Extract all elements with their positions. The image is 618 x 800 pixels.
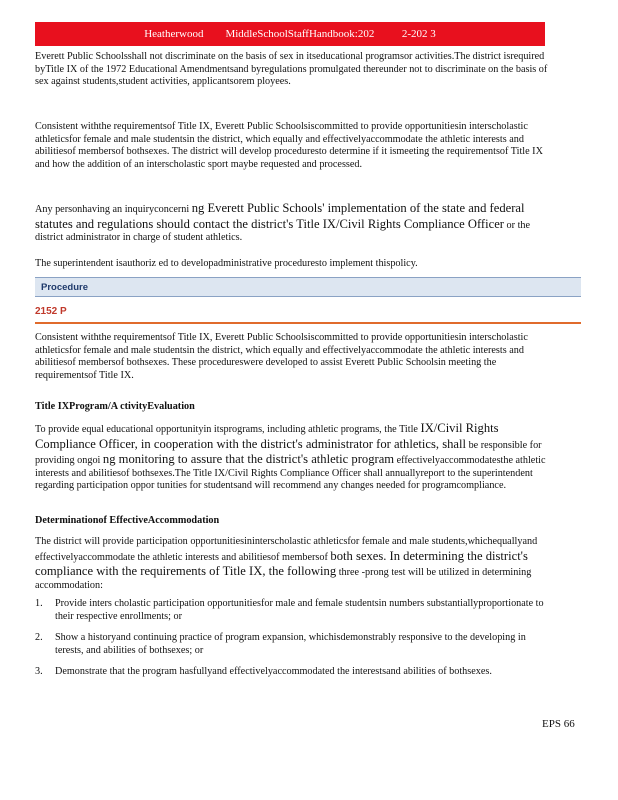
list-item [35,666,550,679]
procedure-number: 2152 P [35,306,67,317]
paragraph-nondiscrimination: Everett Public Schoolsshall not discriminate on the basis of sex in itseducational programsor activities.The district isrequired byTitle IX of the 1972 Educational Amendmentsand byregulations promulgated thereunder not to discriminate on the basis of sex against students,student activities, applicantsorem ployees. [35,51,548,88]
accommodation-text-2: both sexes. In determining the district's compliance with the requirements of Title IX, the following [35,548,528,579]
paragraph-accommodation [35,536,550,592]
list-text: Provide inters cholastic participation opportunitiesfor male and female studentsin numbers substantiallyproportionate to their respective enrollments; or [55,598,544,622]
heading-effective-accommodation: Determinationof EffectiveAccommodation [35,515,220,526]
inquiry-text-small: Any personhaving an inquiryconcerni [35,204,190,215]
procedure-heading: Procedure [35,277,581,297]
evaluation-text-4: ng monitoring to assure that the district's athletic program [102,452,395,467]
list-item [35,598,550,623]
accommodation-text-3: three -prong test will be utilized in determining accommodation: [35,567,532,591]
section-divider [35,322,581,324]
inquiry-text-end: or the district administrator in charge of student athletics. [35,219,531,244]
heading-program-evaluation: Title IXProgram/A ctivityEvaluation [35,401,195,412]
paragraph-authorization: The superintendent isauthoriz ed to developadministrative proceduresto implement thispolicy. [35,258,418,269]
list-text: Demonstrate that the program hasfullyand effectivelyaccommodated the interestsand abilities of bothsexes. [55,666,492,678]
inquiry-text-large: ng Everett Public Schools' implementation of the state and federal statutes and regulations should contact the district's Title IX/Civil Rights Compliance Officer [35,201,525,231]
page-header: Heatherwood MiddleSchoolStaffHandbook:202 2-202 3 [35,22,545,46]
paragraph-commitment: Consistent withthe requirementsof Title IX, Everett Public Schoolsiscommitted to provide opportunitiesin interscholastic athleticsfor female and male studentsin the district, which equally and effectivelyaccommodate the athletic interests and abilitiesof membersof bothsexes. The district will develop proceduresto determine if it ismeeting the requirementsof Title IX and how the addition of an interscholastic sport maybe requested and processed. [35,121,543,170]
paragraph-inquiry [35,201,550,245]
paragraph-procedure-intro: Consistent withthe requirementsof Title IX, Everett Public Schoolsiscommitted to provide opportunitiesin interscholastic athleticsfor female and male studentsin the district, which equally and effectivelyaccommodate the athletic interests and abilitiesof membersof bothsexes. These procedureswere developed to assist Everett Public Schoolsin meeting the requirementsof Title IX. [35,332,528,381]
evaluation-text-1: To provide equal educational opportunityin itsprograms, including athletic programs, the Title [35,424,418,435]
list-number: 1. [35,598,43,609]
list-number: 2. [35,632,43,644]
list-item [35,632,550,657]
list-number: 3. [35,666,43,678]
evaluation-text-3: be responsible for providing ongoi [35,439,542,467]
accommodation-text-1: The district will provide participation opportunitiesininterscholastic athleticsfor female and male students,whichequallyand effectivelyaccommodate the athletic interests and abilitiesof membersof [35,536,538,563]
paragraph-evaluation [35,421,550,493]
evaluation-text-5: effectivelyaccommodatesthe athletic interests and abilitiesof bothsexes.The Title IX/Civil Rights Compliance Officer shall annuallyreport to the superintendent regarding participation oppor tunities for studentsand will recommend any changes needed for programcompliance. [35,455,546,492]
page-footer: EPS 66 [542,718,575,730]
list-text: Show a historyand continuing practice of program expansion, whichisdemonstrably responsive to the developing in terests, and abilities of bothsexes; or [55,632,526,656]
evaluation-text-2: IX/Civil Rights Compliance Officer, in cooperation with the district's administrator for athletics, shall [35,421,499,451]
three-prong-list [35,598,550,688]
